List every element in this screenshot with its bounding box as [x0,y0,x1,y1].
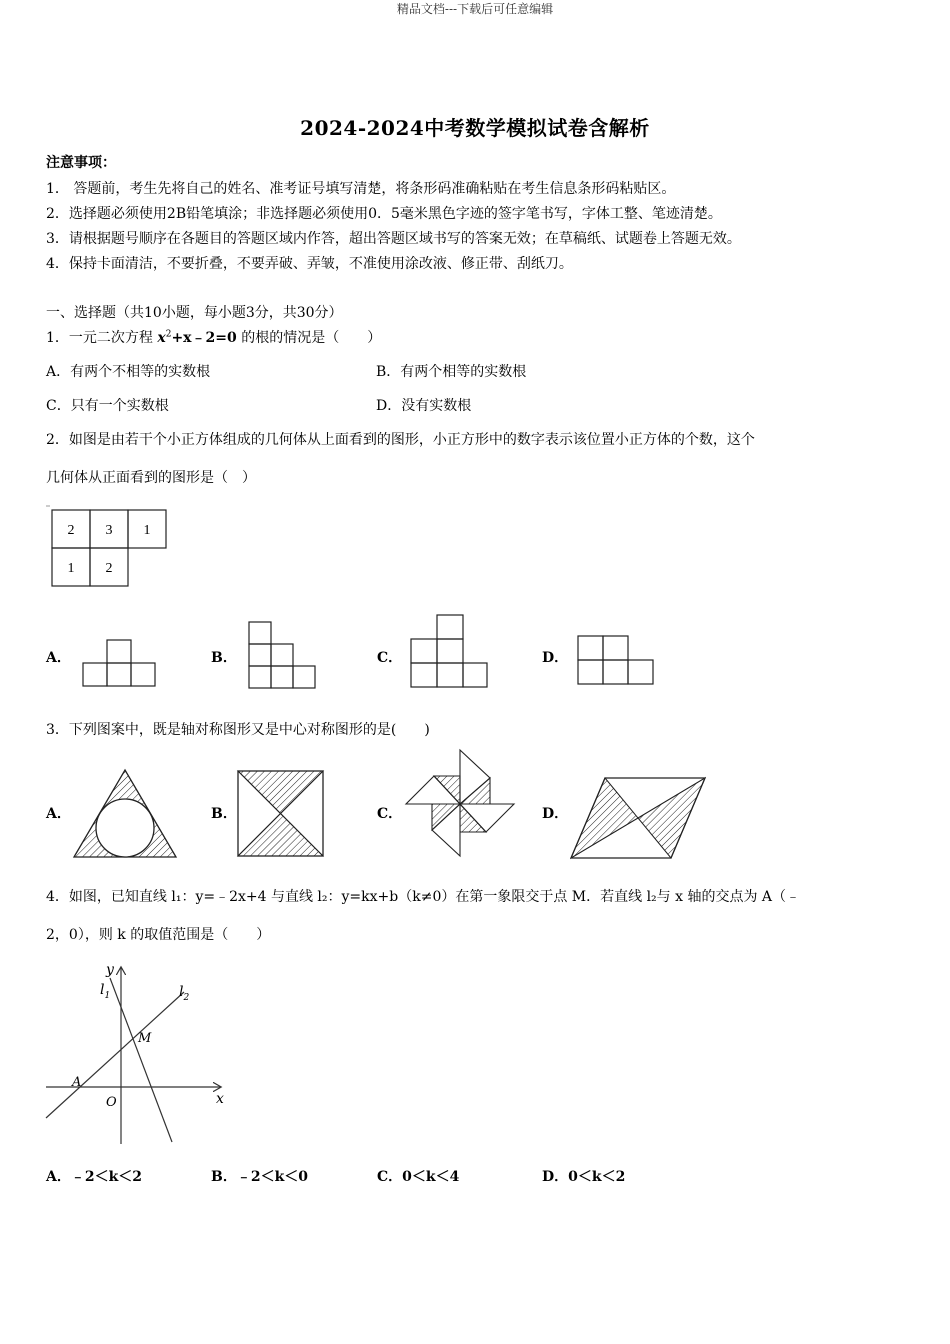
page-header: 精品文档---下载后可任意编辑 [396,2,554,16]
notes-heading: 注意事项： [46,155,116,171]
note-item: 4．保持卡面清洁，不要折叠，不要弄破、弄皱，不准使用涂改液、修正带、刮纸刀。 [46,256,573,272]
point-m-label: M [138,1031,152,1046]
q3-option-a-label[interactable]: A． [46,806,71,822]
q4-option-d[interactable]: D．0＜k＜2 [542,1169,626,1185]
question-2-stem-line2: 几何体从正面看到的图形是（ ） [46,470,256,486]
q2-option-a-figure[interactable] [82,638,156,688]
q1-option-d[interactable]: D．没有实数根 [376,398,472,414]
note-item: 2．选择题必须使用2B铅笔填涂；非选择题必须使用0．5毫米黑色字迹的签字笔书写，字体工整、笔迹清楚。 [46,206,722,222]
q2-option-a-label[interactable]: A． [46,650,71,666]
q4-option-c[interactable]: C．0＜k＜4 [377,1169,460,1185]
note-item: 1． 答题前，考生先将自己的姓名、准考证号填写清楚，将条形码准确粘贴在考生信息条形码粘贴区。 [46,181,676,197]
q3-option-c-figure[interactable] [404,748,516,858]
q1-option-a[interactable]: A．有两个不相等的实数根 [46,364,211,380]
x-axis-label: x [216,1091,224,1107]
note-item: 3．请根据题号顺序在各题目的答题区域内作答，超出答题区域书写的答案无效；在草稿纸、试题卷上答题无效。 [46,231,741,247]
grid-cell-value: 1 [143,523,151,538]
q1-option-b[interactable]: B．有两个相等的实数根 [376,364,527,380]
q1-option-c[interactable]: C．只有一个实数根 [46,398,169,414]
q3-option-d-label[interactable]: D． [542,806,569,822]
q3-option-b-figure[interactable] [237,770,325,858]
q3-option-a-figure[interactable] [72,768,178,860]
q2-option-d-figure[interactable] [577,634,657,688]
origin-label: O [106,1095,117,1110]
question-4-stem-line2: 2，0），则 k 的取值范围是（ ） [46,927,271,943]
q3-option-c-label[interactable]: C． [377,806,403,822]
question-1-stem: 1．一元二次方程 $x^2+x﹣2=0$ 的根的情况是（ ） [46,329,382,346]
question-3-stem: 3．下列图案中，既是轴对称图形又是中心对称图形的是( ) [46,722,430,738]
q4-coordinate-graph [44,960,234,1150]
q2-option-d-label[interactable]: D． [542,650,569,666]
grid-cell-value: 3 [105,523,113,538]
q4-option-b[interactable]: B．﹣2＜k＜0 [211,1169,309,1185]
grid-cell-value: 2 [67,523,75,538]
q2-top-view-grid [46,504,176,590]
q4-option-a[interactable]: A．﹣2＜k＜2 [46,1169,143,1185]
l1-label: $l_1$ [100,982,111,1001]
question-4-stem-line1: 4．如图，已知直线 l₁：y=﹣2x+4 与直线 l₂：y=kx+b（k≠0）在第一象限交于点 M．若直线 l₂与 x 轴的交点为 A（﹣ [46,889,801,905]
q2-option-c-figure[interactable] [410,613,490,691]
grid-cell-value: 1 [67,561,75,576]
l2-label: $l_2$ [179,984,190,1003]
q2-option-b-figure[interactable] [248,620,318,690]
q2-option-c-label[interactable]: C． [377,650,403,666]
q3-option-b-label[interactable]: B． [211,806,237,822]
point-a-label: A [72,1075,82,1090]
page-title: 2024-2024中考数学模拟试卷含解析 [300,116,650,140]
line-l1 [110,978,172,1142]
y-axis-label: y [106,962,114,978]
grid-cell-value: 2 [105,561,113,576]
question-2-stem-line1: 2．如图是由若干个小正方体组成的几何体从上面看到的图形，小正方形中的数字表示该位置小正方体的个数，这个 [46,432,755,448]
q2-option-b-label[interactable]: B． [211,650,237,666]
section-heading: 一、选择题（共10小题，每小题3分，共30分） [46,305,343,321]
q3-option-d-figure[interactable] [569,776,709,860]
